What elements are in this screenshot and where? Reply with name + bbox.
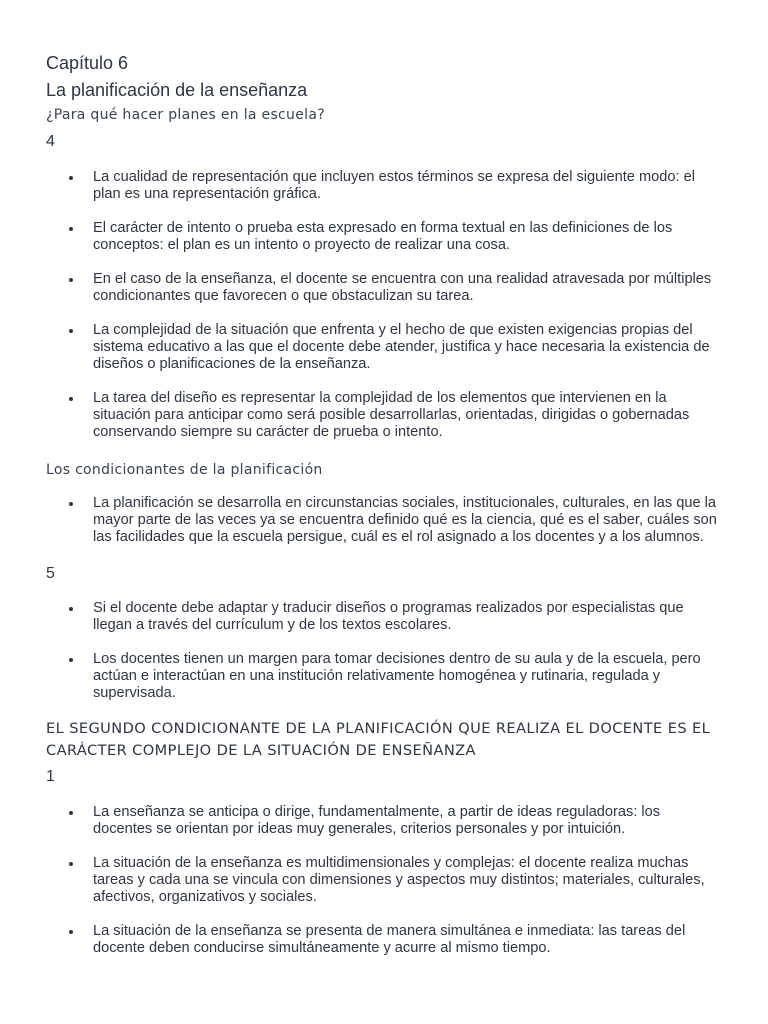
list-item-text: Los docentes tienen un margen para tomar decisiones dentro de su aula y de la escuela, pero actúan e interactúan en una institución relativamente homogénea y rutinaria, regulada y supervisada.: [93, 651, 701, 701]
list-item: [46, 169, 722, 203]
bullet-icon: [69, 658, 73, 662]
chapter-label: Capítulo 6: [46, 53, 129, 73]
list-item-text: La tarea del diseño es representar la complejidad de los elementos que intervienen en la situación para anticipar como será posible desarrollarlas, orientadas, dirigidas o gobernadas conservando siempre su carácter de prueba o intento.: [93, 390, 690, 440]
list-item: [46, 220, 722, 254]
bullet-list: [46, 804, 722, 957]
list-item-text: La complejidad de la situación que enfrenta y el hecho de que existen exigencias propias del sistema educativo a las que el docente debe atender, justifica y hace necesaria la existencia de diseños o planificaciones de la enseñanza.: [93, 322, 710, 372]
section-heading: Los condicionantes de la planificación: [46, 462, 323, 478]
bullet-icon: [69, 329, 73, 333]
list-item: [46, 651, 722, 702]
bullet-icon: [69, 930, 73, 934]
list-item-text: La situación de la enseñanza se presenta de manera simultánea e inmediata: las tareas del docente deben conducirse simultáneamente y acurre al mismo tiempo.: [93, 923, 686, 956]
bullet-icon: [69, 502, 73, 506]
chapter-title: La planificación de la enseñanza: [46, 80, 308, 100]
page-number: 4: [46, 133, 55, 150]
bullet-list: [46, 169, 722, 441]
list-item-text: El carácter de intento o prueba esta expresado en forma textual en las definiciones de los conceptos: el plan es un intento o proyecto de realizar una cosa.: [93, 220, 673, 253]
section-heading-caps: EL SEGUNDO CONDICIONANTE DE LA PLANIFICACIÓN QUE REALIZA EL DOCENTE ES EL CARÁCTER COMPLEJO DE LA SITUACIÓN DE ENSEÑANZA: [46, 720, 711, 759]
list-item-text: La planificación se desarrolla en circunstancias sociales, institucionales, culturales, en las que la mayor parte de las veces ya se encuentra definido qué es la ciencia, qué es el saber, cuáles son las facilidades que la escuela persigue, cuál es el rol asignado a los docentes y a los alumnos.: [93, 495, 717, 545]
bullet-icon: [69, 176, 73, 180]
page-number: 1: [46, 768, 55, 785]
list-item: [46, 600, 722, 634]
bullet-icon: [69, 811, 73, 815]
bullet-icon: [69, 862, 73, 866]
list-item-text: En el caso de la enseñanza, el docente se encuentra con una realidad atravesada por múltiples condicionantes que favorecen o que obstaculizan su tarea.: [93, 271, 712, 304]
list-item: [46, 271, 722, 305]
list-item-text: La situación de la enseñanza es multidimensionales y complejas: el docente realiza muchas tareas y cada una se vincula con dimensiones y aspectos muy distintos; materiales, culturales, afectivos, organizativos y sociales.: [93, 855, 705, 905]
list-item: [46, 804, 722, 838]
list-item-text: Si el docente debe adaptar y traducir diseños o programas realizados por especialistas que llegan a través del currículum y de los textos escolares.: [93, 600, 684, 633]
section-subtitle: ¿Para qué hacer planes en la escuela?: [46, 107, 325, 123]
bullet-list: [46, 600, 722, 702]
list-item: [46, 855, 722, 906]
bullet-icon: [69, 607, 73, 611]
list-item-text: La cualidad de representación que incluyen estos términos se expresa del siguiente modo: el plan es una representación gráfica.: [93, 169, 695, 202]
bullet-icon: [69, 278, 73, 282]
list-item-text: La enseñanza se anticipa o dirige, fundamentalmente, a partir de ideas reguladoras: los docentes se orientan por ideas muy generales, criterios personales y por intuición.: [93, 804, 661, 837]
bullet-list: [46, 495, 722, 546]
list-item: [46, 923, 722, 957]
list-item: [46, 322, 722, 373]
bullet-icon: [69, 397, 73, 401]
bullet-icon: [69, 227, 73, 231]
list-item: [46, 390, 722, 441]
page-number: 5: [46, 565, 55, 582]
list-item: [46, 495, 722, 546]
